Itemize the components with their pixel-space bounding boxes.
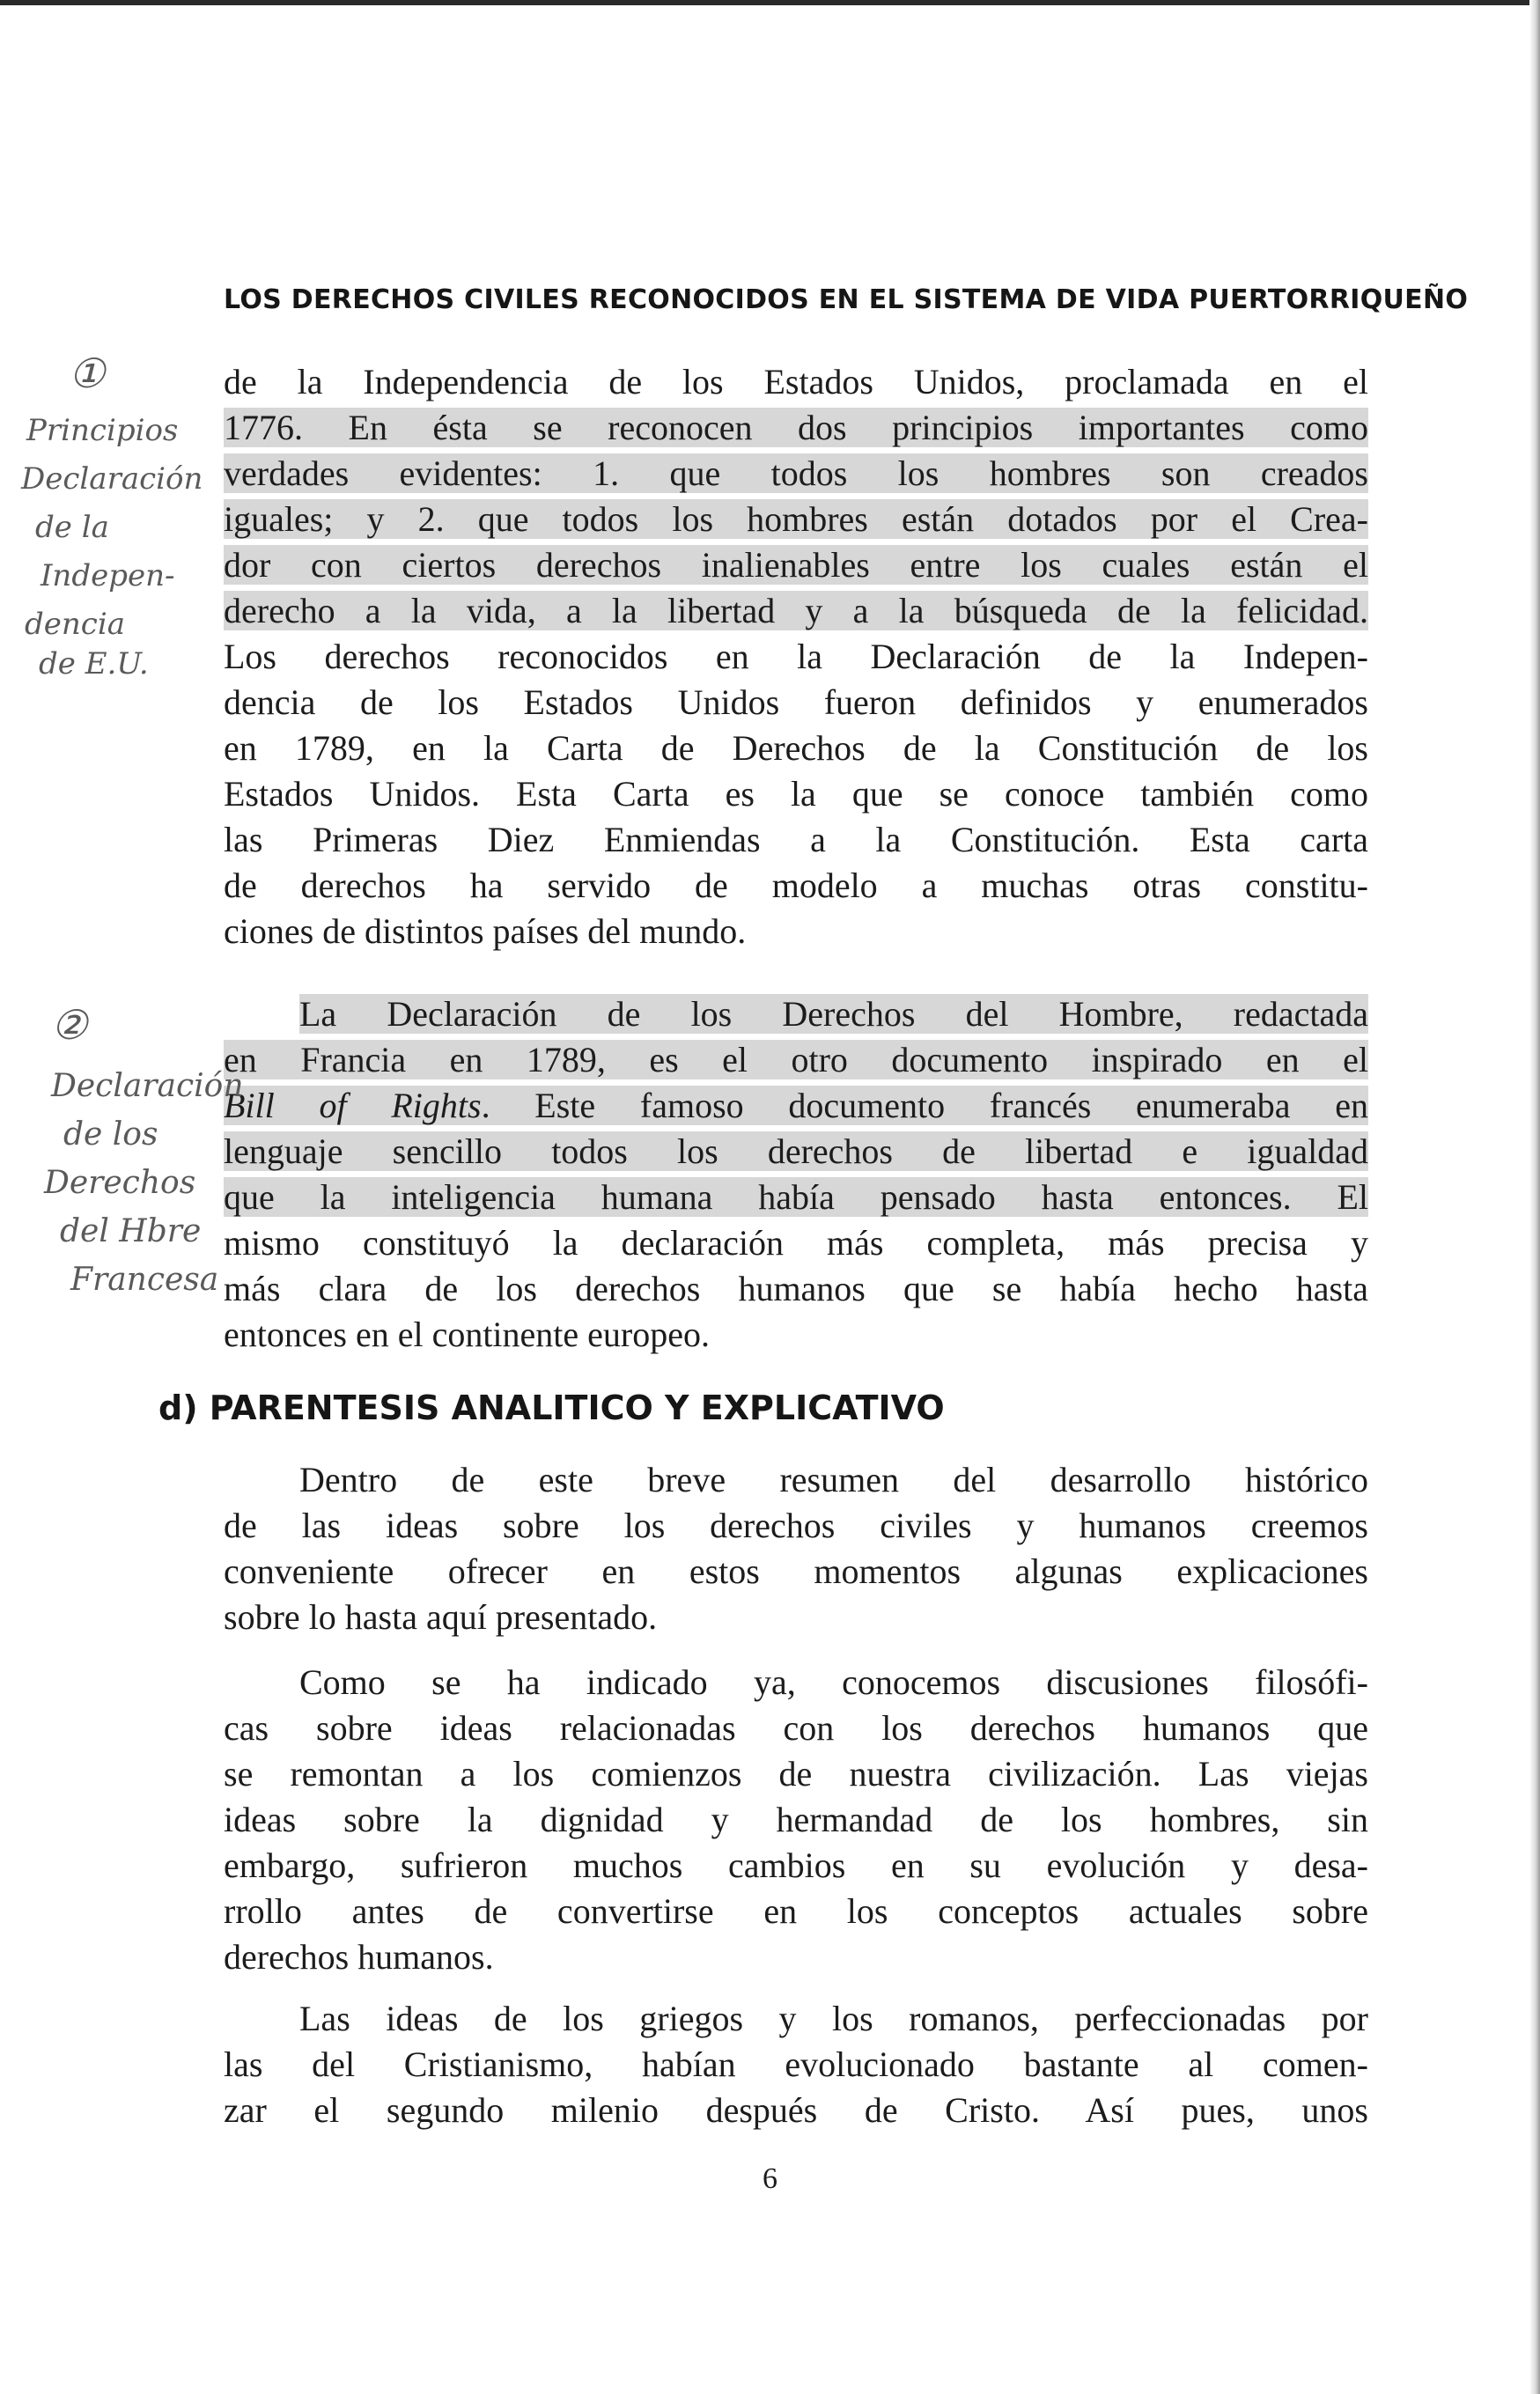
margin-note-1-text: Principios Declaración de la Indepen- dencia de E.U. [21,413,203,681]
text-line: las del Cristianismo, habían evolucionado bastante al comen- [224,2044,1368,2084]
section-heading: d) PARENTESIS ANALITICO Y EXPLICATIVO [158,1389,945,1427]
text-line: verdades evidentes: 1. que todos los hombres son creados [224,453,1368,493]
scan-edge-right [1529,0,1540,2394]
line-rest: . Este famoso documento francés enumeraba en [481,1086,1368,1125]
paragraph-como-se-ha-indicado [224,1660,1368,1980]
text-line: derechos humanos. [224,1937,494,1977]
running-head: LOS DERECHOS CIVILES RECONOCIDOS EN EL SISTEMA DE VIDA PUERTORRIQUEÑO [224,284,1469,315]
text-line: La Declaración de los Derechos del Hombre, redactada [299,994,1368,1034]
margin-note-1-number: ① [69,350,106,397]
paragraph-las-ideas-griegos [224,1996,1368,2133]
text-line: lenguaje sencillo todos los derechos de libertad e igualdad [224,1131,1368,1171]
text-line: Estados Unidos. Esta Carta es la que se conoce también como [224,774,1368,814]
text-line: Como se ha indicado ya, conocemos discusiones filosófi- [299,1662,1368,1702]
page-number: 6 [763,2162,777,2195]
text-line: derecho a la vida, a la libertad y a la búsqueda de la felicidad. [224,591,1368,630]
text-line: Las ideas de los griegos y los romanos, perfeccionadas por [299,1999,1368,2038]
text-line: de las ideas sobre los derechos civiles y humanos creemos [224,1506,1368,1545]
italic-phrase: Bill of Rights [224,1086,482,1125]
text-line: de derechos ha servido de modelo a muchas otras constitu- [224,866,1368,905]
text-line: conveniente ofrecer en estos momentos algunas explicaciones [224,1551,1368,1591]
text-line: en Francia en 1789, es el otro documento inspirado en el [224,1040,1368,1079]
text-line: sobre lo hasta aquí presentado. [224,1597,658,1637]
paragraph-declaracion-independencia [224,359,1368,954]
text-line: rrollo antes de convertirse en los conceptos actuales sobre [224,1891,1368,1931]
paragraph-dentro-resumen [224,1457,1368,1640]
text-line: dor con ciertos derechos inalienables entre los cuales están el [224,545,1368,585]
text-line: zar el segundo milenio después de Cristo. Así pues, unos [224,2090,1368,2130]
text-line: más clara de los derechos humanos que se había hecho hasta [224,1269,1368,1308]
text-line [224,1083,1368,1129]
text-line: 1776. En ésta se reconocen dos principios importantes como [224,408,1368,447]
text-line: ciones de distintos países del mundo. [224,911,747,951]
text-line: embargo, sufrieron muchos cambios en su evolución y desa- [224,1845,1368,1885]
paragraph-declaracion-derechos-hombre [224,991,1368,1358]
text-line: entonces en el continente europeo. [224,1315,710,1354]
text-line: de la Independencia de los Estados Unidos, proclamada en el [224,362,1368,401]
margin-note-2-number: ② [51,1001,88,1049]
text-line: se remontan a los comienzos de nuestra civilización. Las viejas [224,1754,1368,1794]
text-line: Los derechos reconocidos en la Declaración de la Indepen- [224,637,1368,676]
text-line: que la inteligencia humana había pensado hasta entonces. El [224,1177,1368,1217]
text-line: Dentro de este breve resumen del desarrollo histórico [299,1460,1368,1499]
margin-note-2-text: Declaración de los Derechos del Hbre Francesa [44,1068,244,1298]
scan-edge-top [0,0,1540,5]
text-line: en 1789, en la Carta de Derechos de la Constitución de los [224,728,1368,768]
text-line: iguales; y 2. que todos los hombres están dotados por el Crea- [224,499,1368,539]
text-line: cas sobre ideas relacionadas con los derechos humanos que [224,1708,1368,1748]
text-line: dencia de los Estados Unidos fueron definidos y enumerados [224,682,1368,722]
text-line: mismo constituyó la declaración más completa, más precisa y [224,1223,1368,1263]
text-line: las Primeras Diez Enmiendas a la Constitución. Esta carta [224,820,1368,859]
text-line: ideas sobre la dignidad y hermandad de los hombres, sin [224,1800,1368,1839]
